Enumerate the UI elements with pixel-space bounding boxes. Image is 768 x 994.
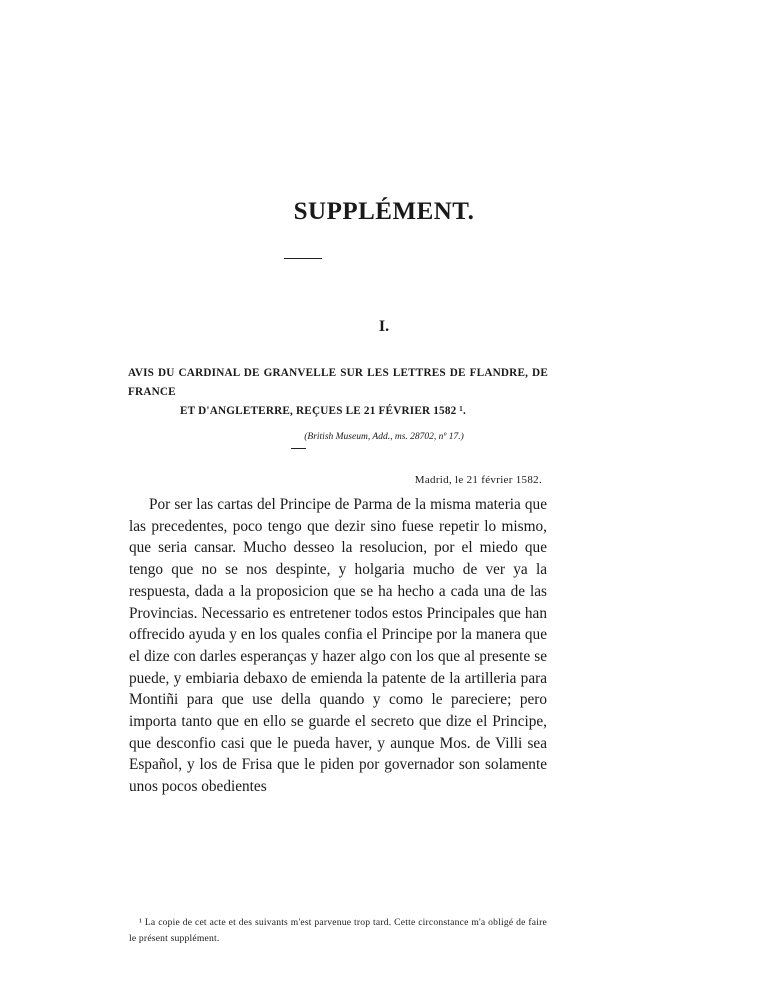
- source-divider: [291, 448, 306, 449]
- section-heading-line-2: ET D'ANGLETERRE, REÇUES LE 21 FÉVRIER 1582 ¹.: [180, 405, 466, 417]
- title-divider: [284, 258, 322, 259]
- source-citation: (British Museum, Add., ms. 28702, nº 17.): [304, 432, 464, 442]
- dateline: Madrid, le 21 février 1582.: [414, 474, 542, 486]
- section-heading: [128, 364, 548, 421]
- section-numeral: I.: [378, 318, 390, 335]
- section-heading-line-1: AVIS DU CARDINAL DE GRANVELLE SUR LES LETTRES DE FLANDRE, DE FRANCE: [128, 367, 548, 398]
- body-paragraph: Por ser las cartas del Principe de Parma de la misma materia que las precedentes, poco tengo que dezir sino fuese repetir lo mismo, que seria cansar. Mucho desseo la resolucion, por el miedo que tengo que no se nos despinte, y holgaria mucho de ver ya la respuesta, dada a la proposicion que se ha hecho a cada una de las Provincias. Necessario es entretener todos estos Principales que han offrecido ayuda y en los quales confia el Principe por la manera que el dize con darles esperanças y hazer algo con los que al presente se puede, y embiaria debaxo de emienda la patente de la artilleria para Montiñi para que use della quando y como le pareciere; pero importa tanto que en ello se guarde el secreto que dize el Principe, que desconfio casi que le pueda haver, y aunque Mos. de Villi sea Español, y los de Frisa que le piden por governador son solamente unos pocos obedientes: [129, 496, 547, 796]
- footnote: ¹ La copie de cet acte et des suivants m'est parvenue trop tard. Cette circonstance m'a obligé de faire le présent supplément.: [129, 917, 547, 944]
- page-title: SUPPLÉMENT.: [293, 198, 475, 225]
